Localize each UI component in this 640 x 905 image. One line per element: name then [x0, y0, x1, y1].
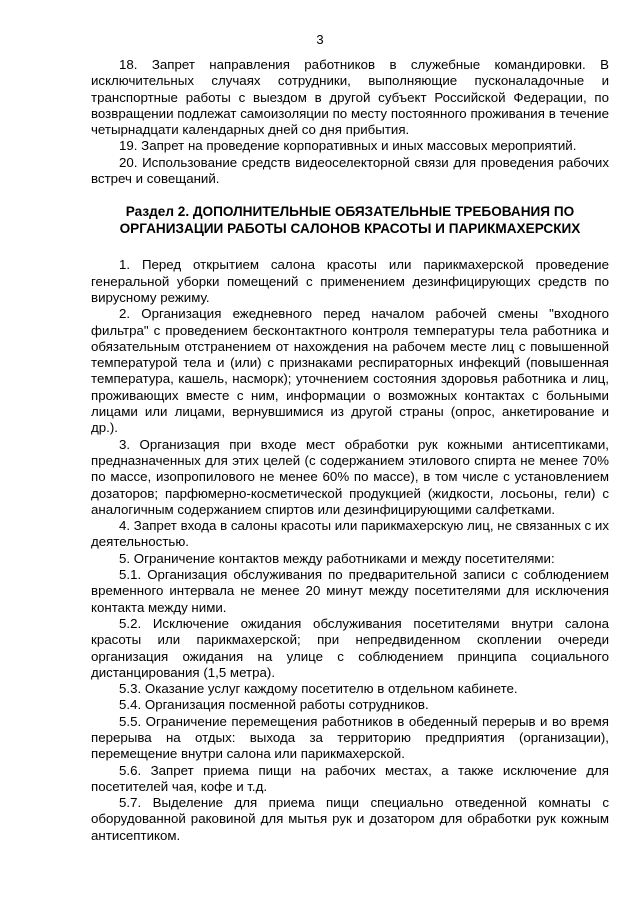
section-paragraph-5-2: 5.2. Исключение ожидания обслуживания посетителями внутри салона красоты или парикмахерской; при непредвиденном скоплении очереди организация ожидания на улице с соблюдением принципа социального дистанцирования (1,5 метра).	[91, 615, 609, 680]
section-paragraph-3: 3. Организация при входе мест обработки рук кожными антисептиками, предназначенных для этих целей (с содержанием этилового спирта не менее 70% по массе, изопропилового не менее 60% по массе), в том числе с установлением дозаторов; парфюмерно-косметической продукцией (жидкости, лосьоны, гели) с аналогичным содержанием спиртов или дезинфицирующими салфетками.	[91, 436, 609, 517]
section-2-heading-line-1: Раздел 2. ДОПОЛНИТЕЛЬНЫЕ ОБЯЗАТЕЛЬНЫЕ ТРЕБОВАНИЯ ПО	[125, 204, 575, 220]
section-paragraph-5-7: 5.7. Выделение для приема пищи специально отведенной комнаты с оборудованной раковиной для мытья рук и дозатором для обработки рук кожным антисептиком.	[91, 795, 609, 843]
section-paragraph-5-5: 5.5. Ограничение перемещения работников в обеденный перерыв и во время перерыва на отдых: выхода за территорию предприятия (организации), перемещение внутри салона или парикмахерской.	[91, 713, 609, 762]
section-paragraph-5: 5. Ограничение контактов между работниками и между посетителями:	[119, 550, 555, 566]
section-paragraph-2: 2. Организация ежедневного перед началом рабочей смены "входного фильтра" с проведением бесконтактного контроля температуры тела работника и обязательным отстранением от нахождения на рабочем месте лиц с повышенной температурой тела и (или) с признаками респираторных инфекций (повышенная температура, кашель, насморк); уточнением состояния здоровья работника и лиц, проживающих вместе с ним, информации о возможных контактах с больными лицами или лицами, вернувшимися из другой страны (опрос, анкетирование и др.).	[91, 306, 609, 436]
section-paragraph-5-4: 5.4. Организация посменной работы сотрудников.	[119, 697, 429, 713]
section-paragraph-5-1: 5.1. Организация обслуживания по предварительной записи с соблюдением временного интервала не менее 20 минут между посетителями для исключения контакта между ними.	[91, 567, 609, 615]
paragraph-20: 20. Использование средств видеоселекторной связи для проведения рабочих встреч и совещаний.	[91, 154, 609, 187]
section-paragraph-5-6: 5.6. Запрет приема пищи на рабочих местах, а также исключение для посетителей чая, кофе и т.д.	[91, 762, 609, 794]
section-paragraph-4: 4. Запрет входа в салоны красоты или парикмахерскую лиц, не связанных с их деятельностью.	[91, 518, 609, 550]
paragraph-18: 18. Запрет направления работников в служебные командировки. В исключительных случаях сотрудники, выполняющие пусконаладочные и транспортные работы с выездом в другой субъект Российской Федерации, по возвращении подлежат самоизоляции по месту постоянного проживания в течение четырнадцати календарных дней со дня прибытия.	[91, 57, 609, 138]
paragraph-19: 19. Запрет на проведение корпоративных и иных массовых мероприятий.	[119, 138, 577, 154]
section-2-heading	[91, 203, 609, 237]
section-paragraph-1: 1. Перед открытием салона красоты или парикмахерской проведение генеральной уборки помещений с применением дезинфицирующих средств по вирусному режиму.	[91, 257, 609, 305]
section-paragraph-5-3: 5.3. Оказание услуг каждому посетителю в отдельном кабинете.	[119, 681, 518, 697]
page-number: 3	[316, 32, 324, 47]
document-body	[91, 57, 609, 844]
section-2-heading-line-2: ОРГАНИЗАЦИИ РАБОТЫ САЛОНОВ КРАСОТЫ И ПАРИКМАХЕРСКИХ	[119, 221, 581, 237]
